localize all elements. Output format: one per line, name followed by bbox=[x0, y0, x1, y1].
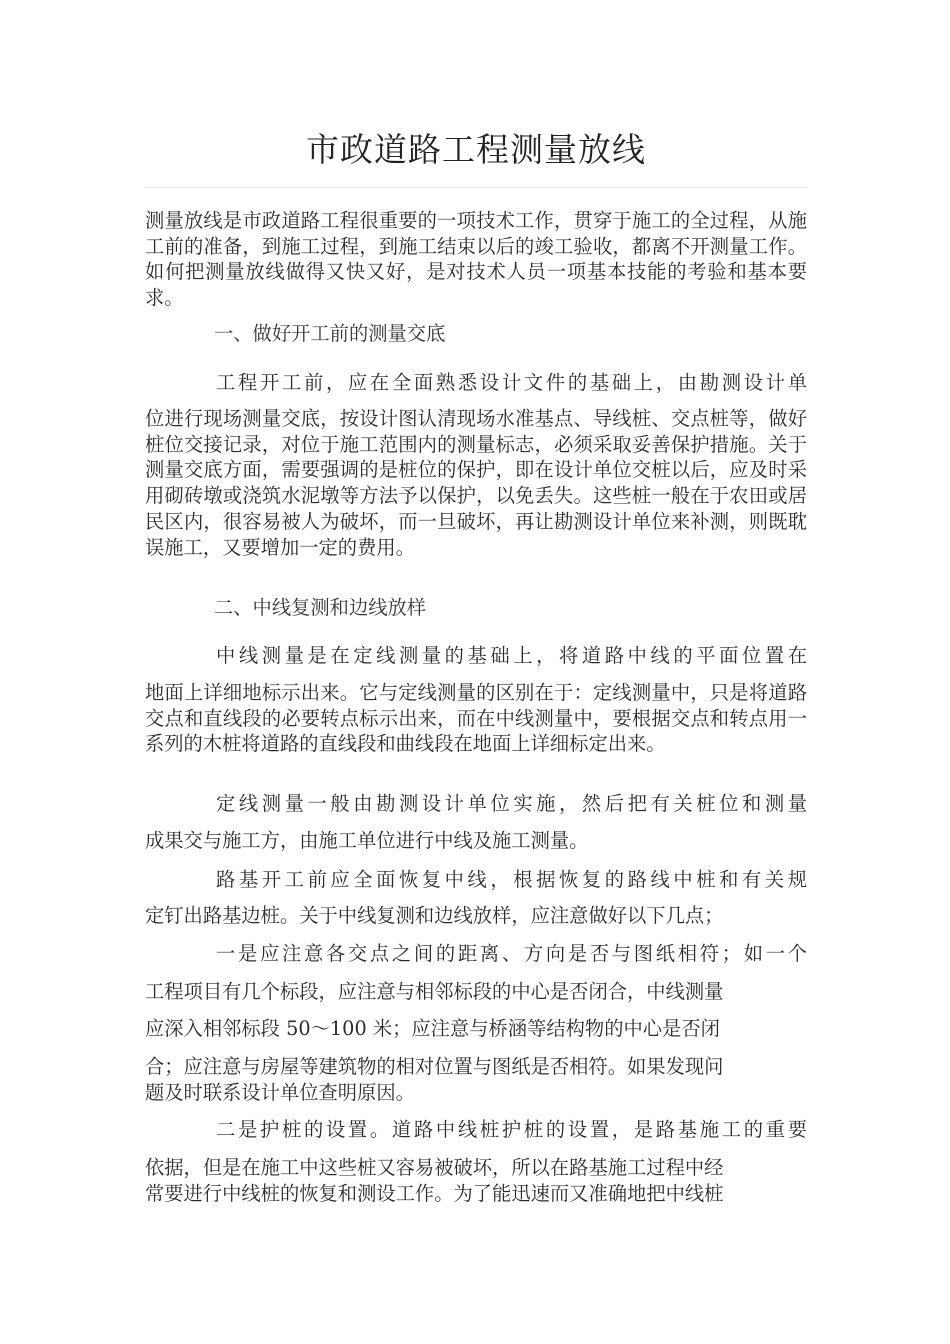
section2-paragraph4-line4: 合；应注意与房屋等建筑物的相对位置与图纸是否相符。如果发现问 bbox=[145, 1055, 724, 1078]
section2-paragraph2-body: 成果交与施工方，由施工单位进行中线及施工测量。 bbox=[145, 829, 589, 852]
section2-paragraph4-line3: 应深入相邻标段 50～100 米；应注意与桥涵等结构物的中心是否闭 bbox=[145, 1017, 720, 1040]
section2-paragraph1-body: 地面上详细地标示出来。它与定线测量的区别在于：定线测量中，只是将道路交点和直线段的必要转点标示出来，而在中线测量中，要根据交点和转点用一系列的木桩将道路的直线段和曲线段在地面上详细标定出来。 bbox=[145, 681, 807, 756]
section2-paragraph5 bbox=[145, 1117, 807, 1143]
section2-paragraph5-first-line: 二是护桩的设置。道路中线桩护桩的设置，是路基施工的重要 bbox=[216, 1118, 807, 1141]
section2-paragraph4-first-line: 一是应注意各交点之间的距离、方向是否与图纸相符；如一个 bbox=[216, 942, 807, 965]
section2-paragraph2 bbox=[145, 791, 807, 817]
section1-paragraph-body: 位进行现场测量交底，按设计图认清现场水准基点、导线桩、交点桩等，做好桩位交接记录，对位于施工范围内的测量标志，必须采取妥善保护措施。关于测量交底方面，需要强调的是桩位的保护，即在设计单位交桩以后，应及时采用砌砖墩或浇筑水泥墩等方法予以保护，以免丢失。这些桩一般在于农田或居民区内，很容易被人为破坏，而一旦破坏，再让勘测设计单位来补测，则既耽误施工，又要增加一定的费用。 bbox=[145, 407, 807, 559]
title-divider bbox=[145, 187, 807, 188]
section1-paragraph bbox=[145, 370, 807, 396]
section2-paragraph4-line5: 题及时联系设计单位查明原因。 bbox=[145, 1081, 415, 1104]
document-title: 市政道路工程测量放线 bbox=[306, 130, 646, 169]
section1-heading: 一、做好开工前的测量交底 bbox=[214, 322, 446, 345]
section2-paragraph1-first-line: 中线测量是在定线测量的基础上，将道路中线的平面位置在 bbox=[216, 644, 807, 667]
section2-heading: 二、中线复测和边线放样 bbox=[214, 596, 427, 619]
section2-paragraph2-first-line: 定线测量一般由勘测设计单位实施，然后把有关桩位和测量 bbox=[216, 792, 807, 815]
section2-paragraph3-first-line: 路基开工前应全面恢复中线，根据恢复的路线中桩和有关规 bbox=[216, 868, 807, 891]
intro-paragraph: 测量放线是市政道路工程很重要的一项技术工作，贯穿于施工的全过程，从施工前的准备，到施工过程，到施工结束以后的竣工验收，都离不开测量工作。如何把测量放线做得又快又好，是对技术人员一项基本技能的考验和基本要求。 bbox=[145, 209, 807, 310]
section1-paragraph-first-line: 工程开工前，应在全面熟悉设计文件的基础上，由勘测设计单 bbox=[216, 371, 807, 394]
section2-paragraph5-line3: 常要进行中线桩的恢复和测设工作。为了能迅速而又准确地把中线桩 bbox=[145, 1182, 724, 1205]
section2-paragraph3 bbox=[145, 867, 807, 893]
section2-paragraph5-line2: 依据，但是在施工中这些桩又容易被破坏，所以在路基施工过程中经 bbox=[145, 1156, 724, 1179]
section2-paragraph1 bbox=[145, 643, 807, 669]
section2-paragraph3-body: 定钉出路基边桩。关于中线复测和边线放样，应注意做好以下几点； bbox=[145, 904, 724, 927]
section2-paragraph4 bbox=[145, 941, 807, 967]
section2-paragraph4-line2: 工程项目有几个标段，应注意与相邻标段的中心是否闭合，中线测量 bbox=[145, 980, 724, 1003]
